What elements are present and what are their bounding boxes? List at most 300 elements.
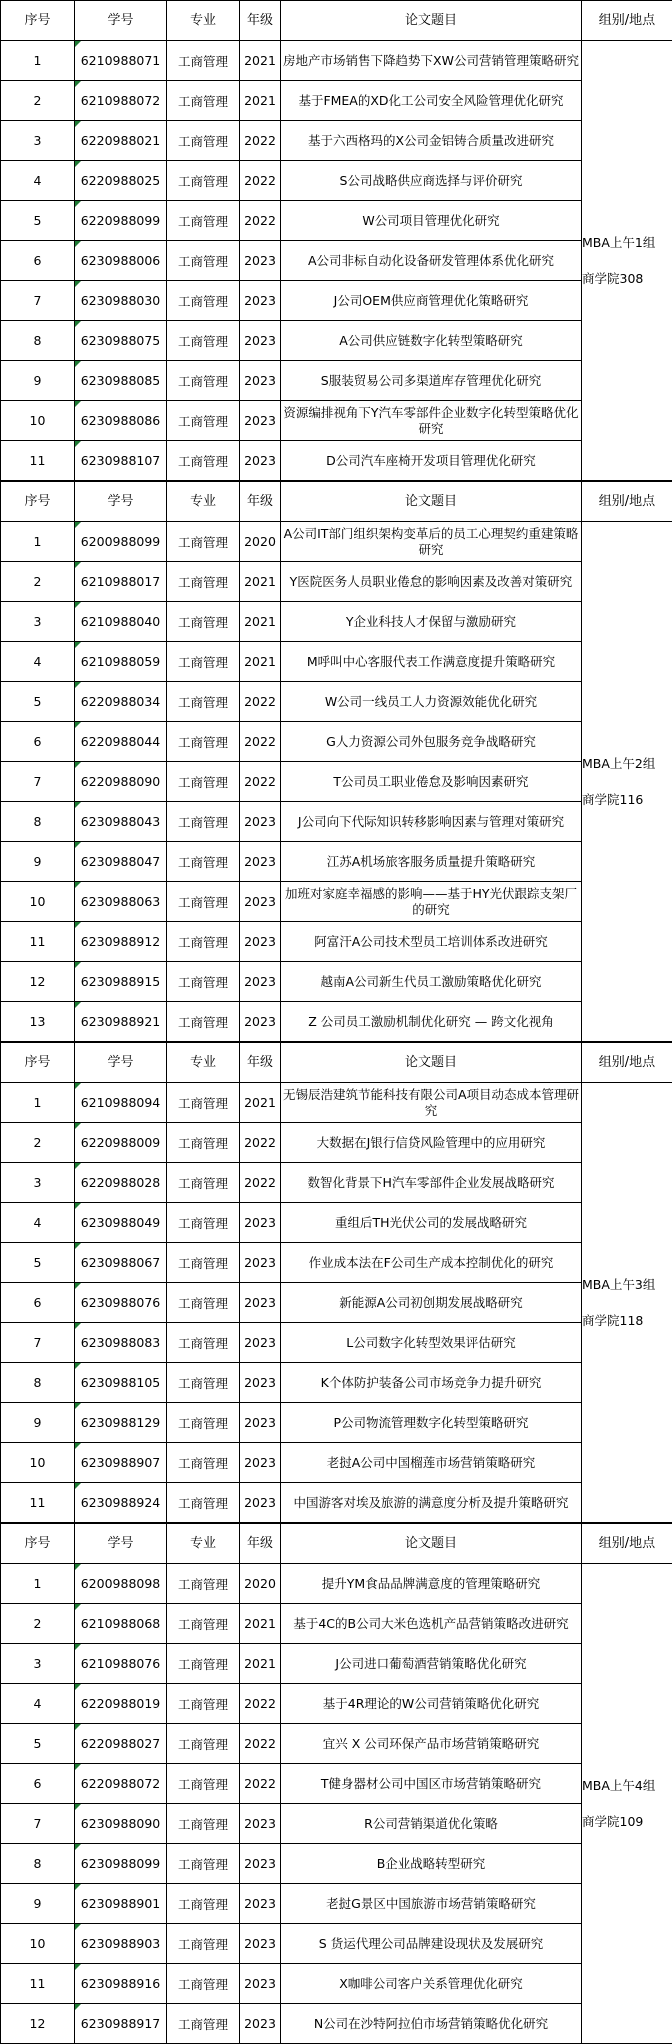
student-id-cell: 6220988034 xyxy=(75,682,167,722)
seq-cell: 2 xyxy=(1,1604,75,1644)
student-id-cell: 6210988094 xyxy=(75,1083,167,1123)
student-id-cell: 6230988915 xyxy=(75,962,167,1002)
header-row xyxy=(1,482,672,522)
grade-cell: 2023 xyxy=(240,1844,281,1884)
grade-cell: 2021 xyxy=(240,602,281,642)
header-major: 专业 xyxy=(167,1524,240,1564)
thesis-title-cell xyxy=(281,762,582,802)
thesis-title-text: A公司非标自动化设备研发管理体系优化研究 xyxy=(281,253,581,269)
thesis-title-text: 老挝G景区中国旅游市场营销策略研究 xyxy=(281,1896,581,1912)
thesis-title-cell xyxy=(281,842,582,882)
thesis-title-text: X咖啡公司客户关系管理优化研究 xyxy=(281,1976,581,1992)
thesis-title-cell xyxy=(281,1564,582,1604)
thesis-title-text: J公司向下代际知识转移影响因素与管理对策研究 xyxy=(281,814,581,830)
thesis-title-cell xyxy=(281,1604,582,1644)
student-id-cell: 6210988076 xyxy=(75,1644,167,1684)
header-student-id: 学号 xyxy=(75,482,167,522)
grade-cell: 2023 xyxy=(240,1283,281,1323)
student-id-cell: 6230988901 xyxy=(75,1884,167,1924)
student-id-cell: 6230988912 xyxy=(75,922,167,962)
thesis-title-text: P公司物流管理数字化转型策略研究 xyxy=(281,1415,581,1431)
thesis-title-cell xyxy=(281,401,582,441)
student-id-cell: 6210988072 xyxy=(75,81,167,121)
thesis-title-text: R公司营销渠道优化策略 xyxy=(281,1816,581,1832)
header-seq: 序号 xyxy=(1,1524,75,1564)
major-cell: 工商管理 xyxy=(167,41,240,81)
seq-cell: 5 xyxy=(1,201,75,241)
seq-cell: 6 xyxy=(1,1764,75,1804)
header-student-id: 学号 xyxy=(75,1043,167,1083)
thesis-title-cell xyxy=(281,441,582,481)
grade-cell: 2023 xyxy=(240,281,281,321)
group-location: 商学院308 xyxy=(582,270,672,288)
header-seq: 序号 xyxy=(1,482,75,522)
seq-cell: 9 xyxy=(1,1403,75,1443)
grade-cell: 2023 xyxy=(240,321,281,361)
major-cell: 工商管理 xyxy=(167,722,240,762)
grade-cell: 2020 xyxy=(240,522,281,562)
thesis-title-text: S公司战略供应商选择与评价研究 xyxy=(281,173,581,189)
thesis-title-cell xyxy=(281,602,582,642)
seq-cell: 6 xyxy=(1,241,75,281)
thesis-title-text: 江苏A机场旅客服务质量提升策略研究 xyxy=(281,854,581,870)
seq-cell: 3 xyxy=(1,121,75,161)
table-row xyxy=(1,922,672,962)
grade-cell: 2023 xyxy=(240,882,281,922)
seq-cell: 1 xyxy=(1,1083,75,1123)
group-table xyxy=(0,1042,672,1523)
table-row xyxy=(1,1443,672,1483)
header-grade: 年级 xyxy=(240,1043,281,1083)
table-row xyxy=(1,241,672,281)
grade-cell: 2023 xyxy=(240,1884,281,1924)
thesis-title-text: J公司OEM供应商管理优化策略研究 xyxy=(281,293,581,309)
grade-cell: 2023 xyxy=(240,1243,281,1283)
grade-cell: 2021 xyxy=(240,642,281,682)
grade-cell: 2023 xyxy=(240,1403,281,1443)
student-id-cell: 6230988030 xyxy=(75,281,167,321)
thesis-title-text: J公司进口葡萄酒营销策略优化研究 xyxy=(281,1656,581,1672)
table-row xyxy=(1,1083,672,1123)
student-id-cell: 6210988059 xyxy=(75,642,167,682)
thesis-title-cell xyxy=(281,281,582,321)
thesis-title-cell xyxy=(281,2004,582,2044)
thesis-title-text: Z 公司员工激励机制优化研究 — 跨文化视角 xyxy=(281,1014,581,1030)
thesis-title-cell xyxy=(281,1123,582,1163)
thesis-title-cell xyxy=(281,1443,582,1483)
major-cell: 工商管理 xyxy=(167,1123,240,1163)
header-student-id: 学号 xyxy=(75,1524,167,1564)
table-row xyxy=(1,1604,672,1644)
grade-cell: 2022 xyxy=(240,161,281,201)
student-id-cell: 6230988916 xyxy=(75,1964,167,2004)
group-name: MBA上午1组 xyxy=(582,234,672,252)
seq-cell: 9 xyxy=(1,1884,75,1924)
header-grade: 年级 xyxy=(240,482,281,522)
seq-cell: 2 xyxy=(1,81,75,121)
student-id-cell: 6230988090 xyxy=(75,1804,167,1844)
grade-cell: 2021 xyxy=(240,1604,281,1644)
grade-cell: 2023 xyxy=(240,1804,281,1844)
thesis-title-cell xyxy=(281,321,582,361)
student-id-cell: 6200988098 xyxy=(75,1564,167,1604)
major-cell: 工商管理 xyxy=(167,642,240,682)
thesis-title-cell xyxy=(281,1323,582,1363)
header-major: 专业 xyxy=(167,1043,240,1083)
group-location-cell xyxy=(582,41,672,481)
student-id-cell: 6220988027 xyxy=(75,1724,167,1764)
thesis-title-cell xyxy=(281,361,582,401)
thesis-title-text: L公司数字化转型效果评估研究 xyxy=(281,1335,581,1351)
major-cell: 工商管理 xyxy=(167,1002,240,1042)
student-id-cell: 6230988067 xyxy=(75,1243,167,1283)
thesis-title-text: 作业成本法在F公司生产成本控制优化的研究 xyxy=(281,1255,581,1271)
major-cell: 工商管理 xyxy=(167,201,240,241)
major-cell: 工商管理 xyxy=(167,682,240,722)
thesis-title-text: 资源编排视角下Y汽车零部件企业数字化转型策略优化研究 xyxy=(281,405,581,437)
student-id-cell: 6230988921 xyxy=(75,1002,167,1042)
seq-cell: 11 xyxy=(1,1964,75,2004)
thesis-title-cell xyxy=(281,1804,582,1844)
table-row xyxy=(1,1964,672,2004)
major-cell: 工商管理 xyxy=(167,81,240,121)
student-id-cell: 6210988071 xyxy=(75,41,167,81)
student-id-cell: 6210988017 xyxy=(75,562,167,602)
student-id-cell: 6210988068 xyxy=(75,1604,167,1644)
thesis-title-text: 无锡辰浩建筑节能科技有限公司A项目动态成本管理研究 xyxy=(281,1087,581,1119)
thesis-title-cell xyxy=(281,922,582,962)
major-cell: 工商管理 xyxy=(167,1403,240,1443)
table-row xyxy=(1,361,672,401)
group-location: 商学院118 xyxy=(582,1312,672,1330)
group-location-cell xyxy=(582,1083,672,1523)
table-row xyxy=(1,401,672,441)
table-row xyxy=(1,1924,672,1964)
thesis-title-cell xyxy=(281,1283,582,1323)
major-cell: 工商管理 xyxy=(167,1564,240,1604)
grade-cell: 2022 xyxy=(240,1724,281,1764)
thesis-title-text: 基于六西格玛的X公司金铝铸合质量改进研究 xyxy=(281,133,581,149)
thesis-title-text: T健身器材公司中国区市场营销策略研究 xyxy=(281,1776,581,1792)
seq-cell: 7 xyxy=(1,762,75,802)
major-cell: 工商管理 xyxy=(167,321,240,361)
seq-cell: 9 xyxy=(1,361,75,401)
thesis-title-cell xyxy=(281,161,582,201)
header-group: 组别/地点 xyxy=(582,482,672,522)
table-row xyxy=(1,522,672,562)
thesis-title-text: 大数据在J银行信贷风险管理中的应用研究 xyxy=(281,1135,581,1151)
table-row xyxy=(1,121,672,161)
header-major: 专业 xyxy=(167,1,240,41)
header-row xyxy=(1,1,672,41)
table-row xyxy=(1,762,672,802)
major-cell: 工商管理 xyxy=(167,1083,240,1123)
thesis-title-cell xyxy=(281,1243,582,1283)
grade-cell: 2021 xyxy=(240,562,281,602)
major-cell: 工商管理 xyxy=(167,1163,240,1203)
major-cell: 工商管理 xyxy=(167,1443,240,1483)
thesis-title-text: N公司在沙特阿拉伯市场营销策略优化研究 xyxy=(281,2016,581,2032)
thesis-title-cell xyxy=(281,201,582,241)
grade-cell: 2023 xyxy=(240,842,281,882)
student-id-cell: 6230988075 xyxy=(75,321,167,361)
table-row xyxy=(1,1564,672,1604)
grade-cell: 2022 xyxy=(240,201,281,241)
thesis-title-text: A公司供应链数字化转型策略研究 xyxy=(281,333,581,349)
header-title: 论文题目 xyxy=(281,1,582,41)
header-row xyxy=(1,1524,672,1564)
major-cell: 工商管理 xyxy=(167,802,240,842)
group-name: MBA上午4组 xyxy=(582,1777,672,1795)
thesis-title-text: D公司汽车座椅开发项目管理优化研究 xyxy=(281,453,581,469)
grade-cell: 2023 xyxy=(240,241,281,281)
thesis-title-text: K个体防护装备公司市场竞争力提升研究 xyxy=(281,1375,581,1391)
thesis-title-cell xyxy=(281,241,582,281)
grade-cell: 2022 xyxy=(240,1163,281,1203)
student-id-cell: 6230988907 xyxy=(75,1443,167,1483)
table-row xyxy=(1,1684,672,1724)
major-cell: 工商管理 xyxy=(167,2004,240,2044)
thesis-title-cell xyxy=(281,1403,582,1443)
major-cell: 工商管理 xyxy=(167,1884,240,1924)
table-row xyxy=(1,722,672,762)
group-location: 商学院109 xyxy=(582,1813,672,1831)
thesis-title-cell xyxy=(281,41,582,81)
header-seq: 序号 xyxy=(1,1043,75,1083)
student-id-cell: 6230988063 xyxy=(75,882,167,922)
thesis-title-text: 阿富汗A公司技术型员工培训体系改进研究 xyxy=(281,934,581,950)
thesis-title-text: B企业战略转型研究 xyxy=(281,1856,581,1872)
thesis-title-text: Y企业科技人才保留与激励研究 xyxy=(281,614,581,630)
seq-cell: 3 xyxy=(1,602,75,642)
header-student-id: 学号 xyxy=(75,1,167,41)
student-id-cell: 6230988105 xyxy=(75,1363,167,1403)
student-id-cell: 6220988025 xyxy=(75,161,167,201)
table-row xyxy=(1,1203,672,1243)
thesis-title-text: S服装贸易公司多渠道库存管理优化研究 xyxy=(281,373,581,389)
grade-cell: 2023 xyxy=(240,802,281,842)
grade-cell: 2022 xyxy=(240,1123,281,1163)
student-id-cell: 6230988086 xyxy=(75,401,167,441)
grade-cell: 2023 xyxy=(240,1924,281,1964)
major-cell: 工商管理 xyxy=(167,121,240,161)
thesis-title-text: 基于4C的B公司大米色选机产品营销策略改进研究 xyxy=(281,1616,581,1632)
table-row xyxy=(1,842,672,882)
seq-cell: 7 xyxy=(1,1323,75,1363)
grade-cell: 2021 xyxy=(240,41,281,81)
group-table xyxy=(0,1523,672,2044)
table-row xyxy=(1,1283,672,1323)
thesis-title-text: A公司IT部门组织架构变革后的员工心理契约重建策略研究 xyxy=(281,526,581,558)
major-cell: 工商管理 xyxy=(167,1684,240,1724)
seq-cell: 10 xyxy=(1,1443,75,1483)
student-id-cell: 6220988021 xyxy=(75,121,167,161)
header-group: 组别/地点 xyxy=(582,1043,672,1083)
table-row xyxy=(1,281,672,321)
thesis-title-text: 提升YM食品品牌满意度的管理策略研究 xyxy=(281,1576,581,1592)
group-name: MBA上午3组 xyxy=(582,1276,672,1294)
seq-cell: 7 xyxy=(1,281,75,321)
major-cell: 工商管理 xyxy=(167,1724,240,1764)
table-row xyxy=(1,602,672,642)
thesis-title-text: 老挝A公司中国榴莲市场营销策略研究 xyxy=(281,1455,581,1471)
group-table xyxy=(0,481,672,1042)
seq-cell: 12 xyxy=(1,2004,75,2044)
thesis-title-cell xyxy=(281,81,582,121)
table-row xyxy=(1,1804,672,1844)
group-table xyxy=(0,0,672,481)
grade-cell: 2021 xyxy=(240,81,281,121)
table-row xyxy=(1,1123,672,1163)
thesis-title-cell xyxy=(281,642,582,682)
major-cell: 工商管理 xyxy=(167,1644,240,1684)
thesis-title-cell xyxy=(281,1684,582,1724)
header-title: 论文题目 xyxy=(281,1043,582,1083)
major-cell: 工商管理 xyxy=(167,161,240,201)
table-row xyxy=(1,201,672,241)
student-id-cell: 6230988107 xyxy=(75,441,167,481)
student-id-cell: 6220988028 xyxy=(75,1163,167,1203)
thesis-title-text: 基于4R理论的W公司营销策略优化研究 xyxy=(281,1696,581,1712)
grade-cell: 2023 xyxy=(240,962,281,1002)
table-row xyxy=(1,41,672,81)
table-row xyxy=(1,882,672,922)
thesis-title-text: Y医院医务人员职业倦怠的影响因素及改善对策研究 xyxy=(281,574,581,590)
thesis-title-cell xyxy=(281,1844,582,1884)
table-row xyxy=(1,2004,672,2044)
thesis-title-cell xyxy=(281,1724,582,1764)
header-grade: 年级 xyxy=(240,1,281,41)
group-name: MBA上午2组 xyxy=(582,755,672,773)
thesis-title-cell xyxy=(281,1203,582,1243)
seq-cell: 8 xyxy=(1,802,75,842)
student-id-cell: 6230988006 xyxy=(75,241,167,281)
grade-cell: 2022 xyxy=(240,682,281,722)
thesis-title-cell xyxy=(281,562,582,602)
student-id-cell: 6220988009 xyxy=(75,1123,167,1163)
grade-cell: 2023 xyxy=(240,1002,281,1042)
seq-cell: 4 xyxy=(1,1203,75,1243)
student-id-cell: 6230988047 xyxy=(75,842,167,882)
thesis-title-text: W公司一线员工人力资源效能优化研究 xyxy=(281,694,581,710)
seq-cell: 8 xyxy=(1,321,75,361)
table-row xyxy=(1,441,672,481)
table-row xyxy=(1,1002,672,1042)
header-major: 专业 xyxy=(167,482,240,522)
seq-cell: 11 xyxy=(1,441,75,481)
thesis-title-text: 新能源A公司初创期发展战略研究 xyxy=(281,1295,581,1311)
major-cell: 工商管理 xyxy=(167,562,240,602)
grade-cell: 2023 xyxy=(240,401,281,441)
thesis-title-cell xyxy=(281,1764,582,1804)
thesis-title-cell xyxy=(281,802,582,842)
thesis-title-cell xyxy=(281,1644,582,1684)
seq-cell: 4 xyxy=(1,161,75,201)
seq-cell: 3 xyxy=(1,1163,75,1203)
thesis-title-text: 房地产市场销售下降趋势下XW公司营销管理策略研究 xyxy=(281,53,581,69)
header-title: 论文题目 xyxy=(281,1524,582,1564)
header-group: 组别/地点 xyxy=(582,1524,672,1564)
seq-cell: 2 xyxy=(1,1123,75,1163)
major-cell: 工商管理 xyxy=(167,1243,240,1283)
table-row xyxy=(1,161,672,201)
table-row xyxy=(1,682,672,722)
major-cell: 工商管理 xyxy=(167,1804,240,1844)
student-id-cell: 6230988924 xyxy=(75,1483,167,1523)
header-row xyxy=(1,1043,672,1083)
thesis-title-text: G人力资源公司外包服务竞争战略研究 xyxy=(281,734,581,750)
thesis-title-cell xyxy=(281,1964,582,2004)
seq-cell: 11 xyxy=(1,922,75,962)
thesis-title-cell xyxy=(281,682,582,722)
grade-cell: 2022 xyxy=(240,1764,281,1804)
major-cell: 工商管理 xyxy=(167,882,240,922)
grade-cell: 2021 xyxy=(240,1083,281,1123)
seq-cell: 9 xyxy=(1,842,75,882)
seq-cell: 4 xyxy=(1,642,75,682)
table-row xyxy=(1,1323,672,1363)
header-group: 组别/地点 xyxy=(582,1,672,41)
grade-cell: 2023 xyxy=(240,922,281,962)
table-row xyxy=(1,321,672,361)
student-id-cell: 6230988099 xyxy=(75,1844,167,1884)
table-row xyxy=(1,1403,672,1443)
seq-cell: 2 xyxy=(1,562,75,602)
thesis-title-cell xyxy=(281,1363,582,1403)
student-id-cell: 6230988083 xyxy=(75,1323,167,1363)
student-id-cell: 6200988099 xyxy=(75,522,167,562)
thesis-title-text: S 货运代理公司品牌建设现状及发展研究 xyxy=(281,1936,581,1952)
seq-cell: 5 xyxy=(1,682,75,722)
thesis-title-cell xyxy=(281,1924,582,1964)
major-cell: 工商管理 xyxy=(167,522,240,562)
group-location-cell xyxy=(582,522,672,1042)
grade-cell: 2023 xyxy=(240,1443,281,1483)
thesis-title-text: T公司员工职业倦怠及影响因素研究 xyxy=(281,774,581,790)
major-cell: 工商管理 xyxy=(167,1323,240,1363)
thesis-title-text: W公司项目管理优化研究 xyxy=(281,213,581,229)
student-id-cell: 6230988049 xyxy=(75,1203,167,1243)
thesis-title-cell xyxy=(281,1163,582,1203)
table-row xyxy=(1,1483,672,1523)
table-row xyxy=(1,562,672,602)
table-row xyxy=(1,802,672,842)
major-cell: 工商管理 xyxy=(167,361,240,401)
seq-cell: 12 xyxy=(1,962,75,1002)
table-row xyxy=(1,1644,672,1684)
student-id-cell: 6230988917 xyxy=(75,2004,167,2044)
thesis-title-cell xyxy=(281,1483,582,1523)
major-cell: 工商管理 xyxy=(167,281,240,321)
thesis-title-cell xyxy=(281,1083,582,1123)
seq-cell: 1 xyxy=(1,522,75,562)
grade-cell: 2023 xyxy=(240,1363,281,1403)
thesis-title-text: 越南A公司新生代员工激励策略优化研究 xyxy=(281,974,581,990)
seq-cell: 10 xyxy=(1,1924,75,1964)
thesis-title-text: M呼叫中心客服代表工作满意度提升策略研究 xyxy=(281,654,581,670)
major-cell: 工商管理 xyxy=(167,1844,240,1884)
grade-cell: 2023 xyxy=(240,1964,281,2004)
student-id-cell: 6220988072 xyxy=(75,1764,167,1804)
seq-cell: 1 xyxy=(1,1564,75,1604)
thesis-title-cell xyxy=(281,121,582,161)
thesis-title-cell xyxy=(281,962,582,1002)
thesis-title-text: 数智化背景下H汽车零部件企业发展战略研究 xyxy=(281,1175,581,1191)
header-grade: 年级 xyxy=(240,1524,281,1564)
table-row xyxy=(1,1243,672,1283)
table-row xyxy=(1,1764,672,1804)
student-id-cell: 6230988903 xyxy=(75,1924,167,1964)
